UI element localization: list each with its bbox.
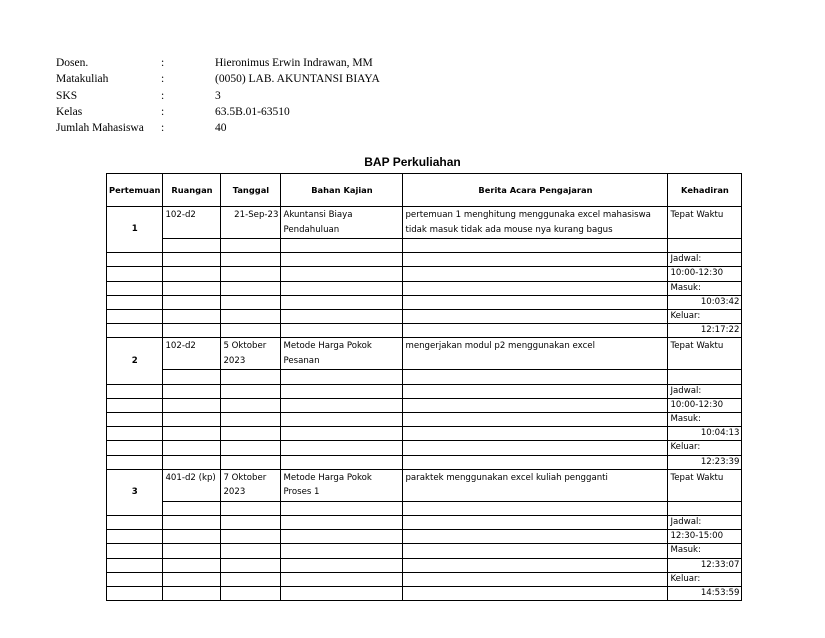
- meeting-tanggal: 7 Oktober 2023: [221, 469, 281, 501]
- empty-cell: [403, 281, 668, 295]
- empty-cell: [221, 587, 281, 601]
- empty-cell: [403, 324, 668, 338]
- meeting-main-row: [107, 338, 742, 370]
- matkul-value: (0050) LAB. AKUNTANSI BIAYA: [215, 73, 380, 86]
- empty-cell: [281, 384, 403, 398]
- page-title: BAP Perkuliahan: [364, 155, 461, 169]
- empty-cell: [221, 370, 281, 384]
- empty-cell: [403, 295, 668, 309]
- kelas-value: 63.5B.01-63510: [215, 105, 290, 118]
- attendance-keluar-label: Keluar:: [668, 572, 742, 586]
- empty-cell: [403, 370, 668, 384]
- empty-cell: [403, 501, 668, 515]
- meeting-sub-row: [107, 516, 742, 530]
- attendance-jadwal-label: Jadwal:: [668, 253, 742, 267]
- meeting-ruangan: 102-d2: [163, 207, 221, 239]
- empty-cell: [281, 295, 403, 309]
- meeting-tanggal: 5 Oktober 2023: [221, 338, 281, 370]
- empty-cell: [163, 516, 221, 530]
- sks-value: 3: [215, 89, 221, 102]
- attendance-masuk: 10:04:13: [668, 427, 742, 441]
- separator: :: [161, 122, 165, 135]
- empty-cell: [403, 530, 668, 544]
- empty-cell: [221, 324, 281, 338]
- meetings-body: [107, 207, 742, 601]
- empty-cell: [107, 544, 163, 558]
- empty-cell: [281, 239, 403, 253]
- meeting-number: 1: [107, 207, 163, 253]
- empty-cell: [221, 295, 281, 309]
- empty-cell: [107, 530, 163, 544]
- attendance-keluar-label: Keluar:: [668, 310, 742, 324]
- meeting-sub-row: [107, 427, 742, 441]
- meeting-sub-row: [107, 384, 742, 398]
- empty-cell: [163, 239, 221, 253]
- attendance-keluar-label: Keluar:: [668, 441, 742, 455]
- attendance-jadwal-label: Jadwal:: [668, 384, 742, 398]
- meeting-bahan: Metode Harga Pokok Pesanan: [281, 338, 403, 370]
- sks-label: SKS: [56, 89, 78, 102]
- meeting-number: 3: [107, 469, 163, 515]
- empty-cell: [281, 516, 403, 530]
- empty-cell: [163, 441, 221, 455]
- empty-cell: [221, 253, 281, 267]
- empty-cell: [163, 501, 221, 515]
- empty-cell: [163, 253, 221, 267]
- empty-cell: [163, 427, 221, 441]
- empty-cell: [403, 253, 668, 267]
- col-header-pertemuan: Pertemuan: [107, 174, 163, 207]
- attendance-keluar: 12:17:22: [668, 324, 742, 338]
- empty-cell: [281, 501, 403, 515]
- meeting-ruangan: 102-d2: [163, 338, 221, 370]
- attendance-jadwal: 10:00-12:30: [668, 398, 742, 412]
- attendance-masuk-label: Masuk:: [668, 544, 742, 558]
- dosen-value: Hieronimus Erwin Indrawan, MM: [215, 57, 373, 69]
- meeting-sub-row: [107, 295, 742, 309]
- empty-cell: [163, 544, 221, 558]
- empty-cell: [403, 441, 668, 455]
- empty-cell: [107, 295, 163, 309]
- empty-cell: [107, 558, 163, 572]
- empty-cell: [221, 413, 281, 427]
- col-header-kehadiran: Kehadiran: [668, 174, 742, 207]
- empty-cell: [221, 544, 281, 558]
- empty-cell: [281, 558, 403, 572]
- empty-cell: [163, 370, 221, 384]
- meeting-sub-row: [107, 370, 742, 384]
- meeting-sub-row: [107, 501, 742, 515]
- meeting-main-row: [107, 207, 742, 239]
- empty-cell: [107, 310, 163, 324]
- meeting-tanggal: 21-Sep-23: [221, 207, 281, 239]
- empty-cell: [281, 370, 403, 384]
- empty-cell: [403, 587, 668, 601]
- empty-cell: [107, 441, 163, 455]
- col-header-berita: Berita Acara Pengajaran: [403, 174, 668, 207]
- meeting-number: 2: [107, 338, 163, 384]
- separator: :: [161, 73, 165, 86]
- empty-cell: [668, 239, 742, 253]
- empty-cell: [107, 253, 163, 267]
- empty-cell: [281, 413, 403, 427]
- empty-cell: [281, 267, 403, 281]
- meeting-status: Tepat Waktu: [668, 338, 742, 370]
- meeting-sub-row: [107, 558, 742, 572]
- attendance-keluar: 14:53:59: [668, 587, 742, 601]
- empty-cell: [107, 281, 163, 295]
- empty-cell: [221, 398, 281, 412]
- empty-cell: [163, 310, 221, 324]
- empty-cell: [221, 267, 281, 281]
- jumlah-label: Jumlah Mahasiswa: [56, 122, 144, 135]
- separator: :: [161, 57, 165, 69]
- meeting-berita: mengerjakan modul p2 menggunakan excel: [403, 338, 668, 370]
- empty-cell: [221, 281, 281, 295]
- empty-cell: [403, 413, 668, 427]
- empty-cell: [281, 281, 403, 295]
- attendance-jadwal: 10:00-12:30: [668, 267, 742, 281]
- empty-cell: [163, 295, 221, 309]
- meeting-sub-row: [107, 455, 742, 469]
- bap-table: [106, 173, 742, 601]
- meeting-sub-row: [107, 267, 742, 281]
- meeting-ruangan: 401-d2 (kp): [163, 469, 221, 501]
- meeting-berita: paraktek menggunakan excel kuliah pengganti: [403, 469, 668, 501]
- empty-cell: [221, 558, 281, 572]
- empty-cell: [163, 587, 221, 601]
- meeting-status: Tepat Waktu: [668, 207, 742, 239]
- empty-cell: [403, 544, 668, 558]
- col-header-tanggal: Tanggal: [221, 174, 281, 207]
- empty-cell: [107, 324, 163, 338]
- meeting-main-row: [107, 469, 742, 501]
- empty-cell: [107, 398, 163, 412]
- empty-cell: [107, 516, 163, 530]
- empty-cell: [221, 441, 281, 455]
- empty-cell: [221, 239, 281, 253]
- meeting-sub-row: [107, 441, 742, 455]
- empty-cell: [163, 384, 221, 398]
- empty-cell: [107, 413, 163, 427]
- attendance-jadwal: 12:30-15:00: [668, 530, 742, 544]
- empty-cell: [281, 310, 403, 324]
- empty-cell: [281, 253, 403, 267]
- table-header-row: [107, 174, 742, 207]
- empty-cell: [281, 530, 403, 544]
- meeting-bahan: Akuntansi Biaya Pendahuluan: [281, 207, 403, 239]
- meeting-sub-row: [107, 587, 742, 601]
- attendance-jadwal-label: Jadwal:: [668, 516, 742, 530]
- meeting-sub-row: [107, 544, 742, 558]
- empty-cell: [163, 267, 221, 281]
- empty-cell: [163, 558, 221, 572]
- separator: :: [161, 89, 165, 102]
- empty-cell: [403, 398, 668, 412]
- empty-cell: [403, 455, 668, 469]
- empty-cell: [163, 455, 221, 469]
- meeting-sub-row: [107, 253, 742, 267]
- kelas-label: Kelas: [56, 105, 83, 118]
- attendance-masuk-label: Masuk:: [668, 413, 742, 427]
- empty-cell: [403, 267, 668, 281]
- col-header-ruangan: Ruangan: [163, 174, 221, 207]
- empty-cell: [668, 370, 742, 384]
- empty-cell: [107, 427, 163, 441]
- meeting-sub-row: [107, 281, 742, 295]
- meeting-sub-row: [107, 324, 742, 338]
- empty-cell: [163, 530, 221, 544]
- meeting-status: Tepat Waktu: [668, 469, 742, 501]
- empty-cell: [107, 587, 163, 601]
- empty-cell: [107, 384, 163, 398]
- empty-cell: [403, 572, 668, 586]
- empty-cell: [107, 455, 163, 469]
- empty-cell: [107, 572, 163, 586]
- empty-cell: [281, 572, 403, 586]
- meeting-berita: pertemuan 1 menghitung menggunaka excel mahasiswa tidak masuk tidak ada mouse nya kurang bagus: [403, 207, 668, 239]
- empty-cell: [403, 516, 668, 530]
- empty-cell: [221, 516, 281, 530]
- matkul-label: Matakuliah: [56, 73, 109, 86]
- attendance-keluar: 12:23:39: [668, 455, 742, 469]
- empty-cell: [281, 441, 403, 455]
- empty-cell: [403, 558, 668, 572]
- empty-cell: [221, 310, 281, 324]
- empty-cell: [163, 572, 221, 586]
- empty-cell: [403, 310, 668, 324]
- empty-cell: [107, 267, 163, 281]
- empty-cell: [403, 384, 668, 398]
- empty-cell: [668, 501, 742, 515]
- meeting-sub-row: [107, 239, 742, 253]
- empty-cell: [281, 544, 403, 558]
- empty-cell: [281, 398, 403, 412]
- empty-cell: [281, 455, 403, 469]
- meeting-sub-row: [107, 398, 742, 412]
- empty-cell: [221, 427, 281, 441]
- empty-cell: [163, 413, 221, 427]
- separator: :: [161, 105, 165, 118]
- meeting-sub-row: [107, 413, 742, 427]
- empty-cell: [221, 501, 281, 515]
- meeting-sub-row: [107, 572, 742, 586]
- empty-cell: [163, 281, 221, 295]
- attendance-masuk: 12:33:07: [668, 558, 742, 572]
- empty-cell: [281, 427, 403, 441]
- empty-cell: [221, 384, 281, 398]
- empty-cell: [221, 455, 281, 469]
- attendance-masuk-label: Masuk:: [668, 281, 742, 295]
- attendance-masuk: 10:03:42: [668, 295, 742, 309]
- empty-cell: [403, 427, 668, 441]
- empty-cell: [221, 530, 281, 544]
- jumlah-value: 40: [215, 122, 227, 135]
- dosen-label: Dosen.: [56, 57, 89, 69]
- meeting-sub-row: [107, 530, 742, 544]
- meeting-sub-row: [107, 310, 742, 324]
- empty-cell: [163, 324, 221, 338]
- meeting-bahan: Metode Harga Pokok Proses 1: [281, 469, 403, 501]
- empty-cell: [221, 572, 281, 586]
- empty-cell: [163, 398, 221, 412]
- empty-cell: [281, 587, 403, 601]
- empty-cell: [281, 324, 403, 338]
- empty-cell: [403, 239, 668, 253]
- col-header-bahan: Bahan Kajian: [281, 174, 403, 207]
